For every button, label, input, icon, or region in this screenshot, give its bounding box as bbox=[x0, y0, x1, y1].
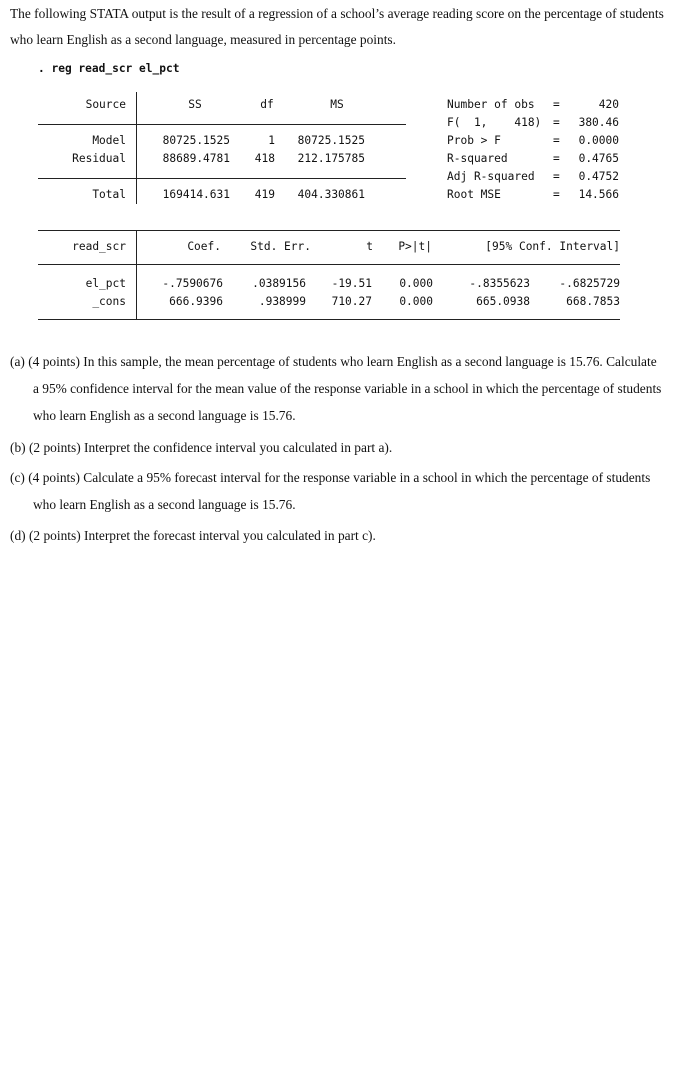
coef-header-p: P>|t| bbox=[398, 240, 432, 253]
coef-header-var: read_scr bbox=[72, 240, 126, 253]
question-b: (b) (2 points) Interpret the confidence interval you calculated in part a). bbox=[10, 440, 393, 455]
anova-row-residual-ms: 212.175785 bbox=[297, 152, 365, 165]
coef-top-rule bbox=[38, 230, 620, 231]
anova-row-model-ms: 80725.1525 bbox=[297, 134, 365, 147]
coef-row-elpct-se: .0389156 bbox=[252, 277, 306, 290]
stata-output bbox=[0, 0, 681, 330]
stat-eq-nobs: = bbox=[553, 98, 560, 111]
intro-line-1: The following STATA output is the result of a regression of a school’s average reading score on the percentage of students bbox=[10, 6, 664, 21]
coef-header-se: Std. Err. bbox=[250, 240, 311, 253]
stat-value-nobs: 420 bbox=[598, 98, 619, 111]
stat-eq-probf: = bbox=[553, 134, 560, 147]
anova-header-source: Source bbox=[85, 98, 126, 111]
coef-row-elpct-lo: -.8355623 bbox=[469, 277, 530, 290]
coef-row-elpct-p: 0.000 bbox=[399, 277, 433, 290]
coef-row-cons-p: 0.000 bbox=[399, 295, 433, 308]
question-a-line-1: (a) (4 points) In this sample, the mean percentage of students who learn English as a second language is 15.76. Calculate bbox=[10, 354, 657, 369]
question-c-line-2: who learn English as a second language is 15.76. bbox=[33, 497, 296, 512]
stat-eq-rsq: = bbox=[553, 152, 560, 165]
question-a-line-3: who learn English as a second language is 15.76. bbox=[33, 408, 296, 423]
stat-label-nobs: Number of obs bbox=[447, 98, 535, 111]
stat-label-rootmse: Root MSE bbox=[447, 188, 501, 201]
coef-row-cons-hi: 668.7853 bbox=[566, 295, 620, 308]
anova-row-model-df: 1 bbox=[268, 134, 275, 147]
coef-header-t: t bbox=[366, 240, 373, 253]
stat-label-f: F( 1, 418) bbox=[447, 116, 542, 129]
anova-row-residual-source: Residual bbox=[72, 152, 126, 165]
stat-value-probf: 0.0000 bbox=[578, 134, 619, 147]
anova-header-ms: MS bbox=[330, 98, 344, 111]
anova-row-model-source: Model bbox=[92, 134, 126, 147]
anova-total-ms: 404.330861 bbox=[297, 188, 365, 201]
stata-command: . reg read_scr el_pct bbox=[38, 62, 180, 75]
stat-eq-adjrsq: = bbox=[553, 170, 560, 183]
stat-value-adjrsq: 0.4752 bbox=[578, 170, 619, 183]
stat-label-probf: Prob > F bbox=[447, 134, 501, 147]
stat-label-rsq: R-squared bbox=[447, 152, 508, 165]
coef-row-elpct-t: -19.51 bbox=[331, 277, 372, 290]
coef-row-cons-se: .938999 bbox=[258, 295, 306, 308]
anova-header-ss: SS bbox=[188, 98, 202, 111]
anova-row-residual-ss: 88689.4781 bbox=[162, 152, 230, 165]
coef-row-elpct-var: el_pct bbox=[85, 277, 126, 290]
anova-total-ss: 169414.631 bbox=[162, 188, 230, 201]
coef-vertical-rule bbox=[136, 230, 137, 320]
anova-total-source: Total bbox=[92, 188, 126, 201]
anova-total-rule bbox=[38, 178, 406, 179]
question-c-line-1: (c) (4 points) Calculate a 95% forecast interval for the response variable in a school in which the percentage of students bbox=[10, 470, 651, 485]
stat-value-f: 380.46 bbox=[578, 116, 619, 129]
anova-header-rule bbox=[38, 124, 406, 125]
coef-row-cons-coef: 666.9396 bbox=[169, 295, 223, 308]
anova-total-df: 419 bbox=[254, 188, 275, 201]
coef-row-elpct-coef: -.7590676 bbox=[162, 277, 223, 290]
coef-header-ci: [95% Conf. Interval] bbox=[485, 240, 620, 253]
stat-value-rootmse: 14.566 bbox=[578, 188, 619, 201]
intro-line-2: who learn English as a second language, measured in percentage points. bbox=[10, 32, 396, 47]
coef-row-elpct-hi: -.6825729 bbox=[559, 277, 620, 290]
anova-row-model-ss: 80725.1525 bbox=[162, 134, 230, 147]
stat-label-adjrsq: Adj R-squared bbox=[447, 170, 535, 183]
question-c bbox=[10, 464, 675, 518]
anova-row-residual-df: 418 bbox=[254, 152, 275, 165]
stat-value-rsq: 0.4765 bbox=[578, 152, 619, 165]
coef-row-cons-t: 710.27 bbox=[331, 295, 372, 308]
question-a bbox=[10, 348, 675, 429]
question-d: (d) (2 points) Interpret the forecast interval you calculated in part c). bbox=[10, 528, 376, 543]
anova-header-df: df bbox=[260, 98, 274, 111]
coef-header-rule bbox=[38, 264, 620, 265]
stat-eq-rootmse: = bbox=[553, 188, 560, 201]
stat-eq-f: = bbox=[553, 116, 560, 129]
coef-row-cons-lo: 665.0938 bbox=[476, 295, 530, 308]
coef-row-cons-var: _cons bbox=[92, 295, 126, 308]
coef-header-coef: Coef. bbox=[187, 240, 221, 253]
question-a-line-2: a 95% confidence interval for the mean value of the response variable in a school in which the percentage of students bbox=[33, 381, 662, 396]
coef-bottom-rule bbox=[38, 319, 620, 320]
anova-vertical-rule bbox=[136, 92, 137, 204]
